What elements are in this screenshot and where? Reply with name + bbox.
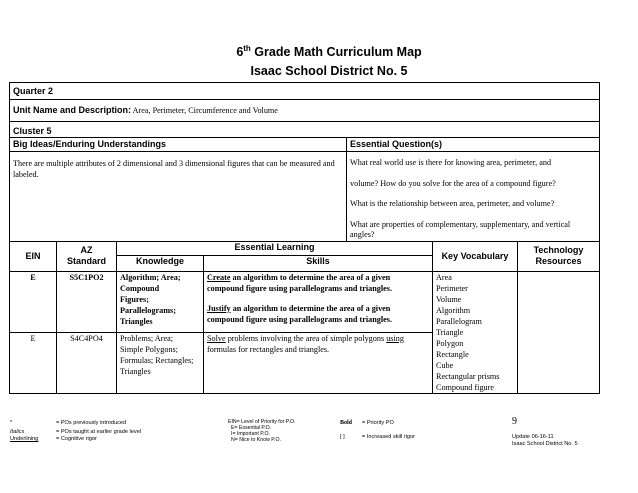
vocab-term: Cube: [436, 360, 454, 370]
az-standard-header: AZ Standard: [57, 241, 117, 271]
unit-value: Area, Perimeter, Circumference and Volume: [131, 106, 278, 115]
legend-row: Italics = POs taught at earlier grade level: [10, 429, 142, 435]
essential-questions-header: Essential Question(s): [347, 138, 600, 152]
technology-cell: [518, 271, 600, 393]
knowledge-cell: [117, 332, 204, 393]
vocabulary-cell: [433, 271, 518, 393]
knowledge-term: Simple Polygons;: [120, 344, 179, 354]
knowledge-header: Knowledge: [117, 255, 204, 271]
skill-justify: Justify an algorithm to determine the area of a given compound figure using parallelograms and triangles.: [207, 303, 392, 324]
essential-question: volume? How do you solve for the area of a compound figure?: [350, 178, 556, 188]
standard-cell: S4C4PO4: [57, 332, 117, 393]
knowledge-term: Triangles: [120, 316, 153, 326]
ein-cell: E: [10, 332, 57, 393]
knowledge-term: Compound: [120, 283, 160, 293]
knowledge-term: Figures;: [120, 294, 149, 304]
key-vocabulary-header: Key Vocabulary: [433, 241, 518, 271]
ein-cell: E: [10, 271, 57, 332]
standard-cell: S5C1PO2: [57, 271, 117, 332]
curriculum-table: [9, 82, 600, 394]
knowledge-term: Parallelograms;: [120, 305, 176, 315]
big-ideas-header: Big Ideas/Enduring Understandings: [10, 138, 347, 152]
skills-cell: [204, 271, 433, 332]
knowledge-cell: [117, 271, 204, 332]
ein-legend: EIN= Level of Priority for P.O. E= Essential P.O. I= Important P.O. N= Nice to Know P.O.: [228, 419, 296, 443]
unit-row: [10, 100, 600, 122]
legend-row: [ ] = Increased skill rigor: [340, 434, 416, 440]
vocab-term: Rectangle: [436, 349, 469, 359]
skills-cell: Solve problems involving the area of simple polygons using formulas for rectangles and triangles.: [204, 332, 433, 393]
essential-question: What real world use is there for knowing area, perimeter, and: [350, 158, 552, 167]
essential-questions-list: [347, 152, 600, 242]
vocab-term: Parallelogram: [436, 316, 482, 326]
essential-question: What are properties of complementary, supplementary, and vertical angles?: [350, 219, 571, 239]
footer-legend: [10, 420, 210, 443]
knowledge-term: Formulas; Rectangles;: [120, 355, 194, 365]
page-title: 6th Grade Math Curriculum Map: [236, 44, 422, 60]
vocab-term: Algorithm: [436, 305, 471, 315]
footer-update: Update 06-16-11 Isaac School District No. 5: [512, 434, 578, 447]
district-title: Isaac School District No. 5: [250, 64, 408, 78]
vocab-term: Rectangular prisms: [436, 371, 500, 381]
priority-legend: [340, 420, 480, 441]
big-ideas-text: There are multiple attributes of 2 dimensional and 3 dimensional figures that can be measured and labeled.: [10, 152, 347, 242]
knowledge-term: Triangles: [120, 366, 151, 376]
unit-label: Unit Name and Description:: [13, 105, 132, 115]
essential-question: What is the relationship between area, perimeter, and volume?: [350, 199, 555, 208]
knowledge-term: Problems; Area;: [120, 333, 173, 343]
vocab-term: Polygon: [436, 338, 464, 348]
vocab-term: Volume: [436, 294, 462, 304]
legend-row: Underlining = Cognitive rigor: [10, 436, 97, 442]
technology-resources-header: Technology Resources: [518, 241, 600, 271]
vocab-term: Compound figure: [436, 382, 494, 392]
legend-row: Bold = Priority PO: [340, 420, 394, 426]
vocab-term: Area: [436, 272, 452, 282]
essential-learning-header: Essential Learning: [117, 241, 433, 255]
quarter-label: Quarter 2: [10, 83, 600, 100]
ein-header: EIN: [10, 241, 57, 271]
legend-row: * = POs previously introduced: [10, 420, 127, 426]
cluster-label: Cluster 5: [10, 122, 600, 138]
knowledge-term: Algorithm; Area;: [120, 272, 181, 282]
vocab-term: Triangle: [436, 327, 464, 337]
vocab-term: Perimeter: [436, 283, 468, 293]
page-number: 9: [512, 416, 517, 427]
skills-header: Skills: [204, 255, 433, 271]
skill-create: Create an algorithm to determine the area of a given compound figure using parallelograms and triangles.: [207, 272, 392, 293]
